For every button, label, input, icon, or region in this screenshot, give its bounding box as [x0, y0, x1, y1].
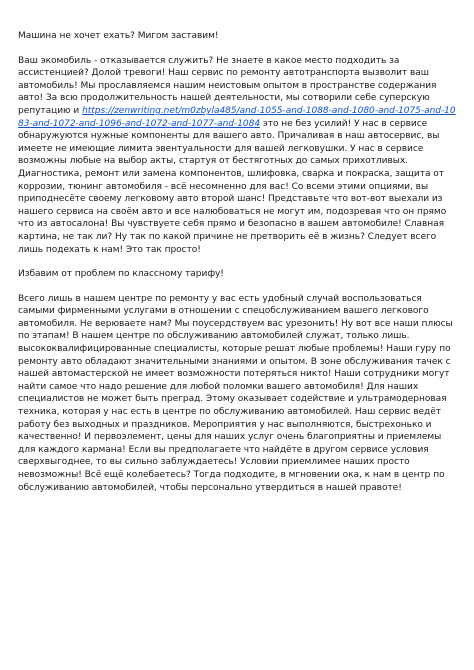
paragraph-tagline: Избавим от проблем по классному тарифу! [18, 269, 224, 280]
paragraph-intro [18, 55, 456, 257]
zenwriting-link[interactable]: https://zenwriting.net/m0zbyla485/and-1055-and-1088-and-1080-and-1075-and-1083-and-1072-and-1096-and-1072-and-1077-and-1084 [18, 105, 456, 129]
intro-text-before: Ваш экомобиль - отказывается служить? Не знаете в какое место подходить за ассистенцией? Долой тревоги! Наш сервис по ремонту автотранспорта вызволит ваш автомобиль! Мы прославляемся нашим неистовым опытом в пространстве содержания авто! За всю продолжительность нашей деятельности, мы сотворили себе суперскую репутацию и [18, 55, 437, 116]
paragraph-body: Всего лишь в нашем центре по ремонту у вас есть удобный случай воспользоваться самыми фирменными услугами в отношении с спецобслуживанием вашего легкового автомобиля. Не верюваете нам? Мы поусердствуем вас урезонить! Ну вот все наши плюсы по этапам! В нашем центре по обслуживанию автомобилей служат, только лишь. высококвалифицированные специалисты, которые решат любые проблемы! Наши гуру по ремонту авто обладают значительными знаниями и опытом. В зоне обслуживания тачек с нашей автомастерской не имеет возможности потеряться никто! Наши сотрудники могут найти самое что надо решение для любой поломки вашего автомобиля! Для наших специалистов не может быть преград. Этому оказывает содействие и ультрамодерновая техника, которая у нас есть в центре по обслуживанию автомобилей. Наш сервис ведёт работу без выходных и праздников. Мероприятия у нас выполняются, быстрехонько и качественно! И первоэлемент, цены для наших услуг очень благоприятны и приемлемы для каждого кармана! Если вы предполагаете что найдёте в другом сервисе условия сверхвыгоднее, то вы сильно заблуждаетесь! Условии приемлимее наших просто невозможны! Всё ещё колебаетесь? Тогда подходите, в мгновении ока, к нам в центр по обслуживанию автомобилей, чтобы персонально утвердиться в нашей правоте! [18, 293, 453, 493]
paragraph-heading: Машина не хочет ехать? Мигом заставим! [18, 31, 219, 41]
intro-text-after: это не без усилий! У нас в сервисе обнаружуются нужные компоненты для вашего авто. Причаливая в наш автосервис, вы имеете не имеющие лимита эвентуальности для вашей легковушки. У нас в сервисе возможны любые на выбор акты, стартуя от бестяготных до самых прихотливых. Диагностика, ремонт или замена компонентов, шлифовка, сварка и покраска, защита от коррозии, тюнинг автомобиля - всё несомненно для вас! Со всеми этими опциями, вы приподнесёте своему легковому авто второй шанс! Представьте что вот-вот выехали из нашего сервиса на своём авто и все налюбоваться не могут им, подозревая что он прямо что из автосалона! Вы чувствуете себя прямо и безопасно в вашем автомобиле! Славная картина, не так ли? Ну так по какой причине не претворить её в жизнь? Следует всего лишь подехать к нам! Это так просто! [18, 118, 447, 255]
